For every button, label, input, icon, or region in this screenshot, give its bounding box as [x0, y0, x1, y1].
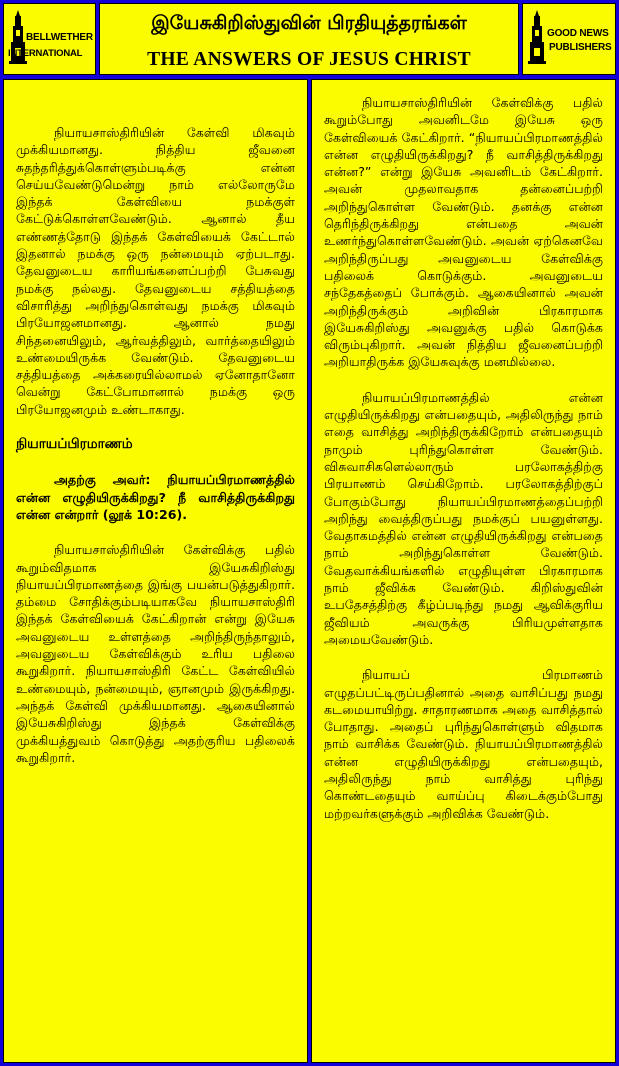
scripture-quote: அதற்கு அவர்: நியாயப்பிரமாணத்தில் என்ன எழுதியிருக்கிறது? நீ வாசித்திருக்கிறது என்ன என்றார் (லூக் 10:26). [16, 472, 295, 522]
left-column [3, 79, 308, 1063]
logo-left-line2: INTERNATIONAL [8, 48, 83, 59]
right-paragraph-1: நியாயசாஸ்திரியின் கேள்விக்கு பதில் கூறும்போது அவனிடமே இயேசு ஒரு கேள்வியைக் கேட்கிறார். “நியாயப்பிரமாணத்தில் என்ன எழுதியிருக்கிறது? நீ வாசித்திருக்கிறது என்ன?” என்று இயேசு அவனிடம் கேட்கிறார். அவன் முதலாவதாக தன்னைப்பற்றி அறிந்துகொள்ள வேண்டும். தனக்கு என்ன தெரிந்திருக்கிறது என்பதை அவன் உணர்ந்துகொள்ளவேண்டும். அவன் ஏற்கெனவே அறிந்திருப்பது அவனுடைய கேள்விக்கு பதிலைக் கொடுக்கும். அவனுடைய சந்தேகத்தைப் போக்கும். ஆகையினால் அவன் அறிந்திருக்கும் அறிவின் பிரகாரமாக இயேசுகிறிஸ்து அவனுக்கு பதில் கொடுக்க விரும்புகிறார். அவன் நித்திய ஜீவனைப்பற்றி அறியாதிருக்க இயேசுவுக்கு மனமில்லை. [324, 95, 603, 370]
right-column [311, 79, 616, 1063]
left-column-text [16, 124, 295, 784]
section-heading: நியாயப்பிரமாணம் [16, 436, 133, 453]
logo-right [522, 3, 616, 75]
logo-left [3, 3, 96, 75]
left-paragraph-1: நியாயசாஸ்திரியின் கேள்வி மிகவும் முக்கியமானது. நித்திய ஜீவனை சுதந்தரித்துக்கொள்ளும்படிக்கு என்ன செய்யவேண்டுமென்று நாம் எல்லோருமே இந்தக் கேள்வியை நமக்குள் கேட்டுக்கொள்ளவேண்டும். ஆனால் தீய எண்ணத்தோடு இந்தக் கேள்வியைக் கேட்டால் இதனால் நமக்கு ஒரு நன்மையும் ஏற்படாது. தேவனுடைய காரியங்களைப்பற்றி பேசுவது நமக்கு நல்லது. தேவனுடைய சத்தியத்தை விசாரித்து அறிந்துகொள்வது நமக்கு மிகவும் பிரயோஜனமானது. ஆனால் நமது சிந்தனையிலும், ஆர்வத்திலும், வார்த்தையிலும் உண்மையிருக்க வேண்டும். தேவனுடைய சத்தியத்தை அக்கரையில்லாமல் ஏனோதானோ வென்று கேட்போமானால் நமக்கு ஒரு பிரயோஜனமும் உண்டாகாது. [16, 125, 295, 417]
left-paragraph-2: நியாயசாஸ்திரியின் கேள்விக்கு பதில் கூறும்விதமாக இயேசுகிறிஸ்து நியாயப்பிரமாணத்தை இங்கு பயன்படுத்துகிறார். தம்மை சோதிக்கும்படியாகவே நியாயசாஸ்திரி இந்தக் கேள்வியைக் கேட்கிறான் என்று இயேசு அவனுடைய உள்ளத்தை அறிந்திருந்தாலும், அவனுடைய கேள்விக்கும் உரிய பதிலை கூறுகிறார். நியாயசாஸ்திரி கேட்ட கேள்வியில் உண்மையும், நன்மையும், ஞானமும் இருக்கிறது. அந்தக் கேள்வி முக்கியமானது. ஆகையினால் இயேசுகிறிஸ்து இந்தக் கேள்விக்கு முக்கியத்துவம் கொடுத்து அதற்குரிய பதிலைக் கூறுகிறார். [16, 542, 295, 765]
bell-tower-icon [528, 10, 546, 64]
logo-right-line2: PUBLISHERS [549, 42, 612, 53]
right-paragraph-2: நியாயப்பிரமாணத்தில் என்ன எழுதியிருக்கிறது என்பதையும், அதிலிருந்து நாம் எதை வாசித்து அறிந்திருக்கிறோம் என்பதையும் நாமும் புரிந்துகொள்ள வேண்டும். விசுவாசிகளெல்லாரும் பரலோகத்திற்கு பிரயாணம் செய்கிறோம். பரலோகத்திற்குப் போகும்போது நியாயப்பிரமாணத்தைப்பற்றி அறிந்து வைத்திருப்பது நமக்குப் பயனுள்ளது. வேதாகமத்தில் என்ன எழுதியிருக்கிறது என்பதை நாம் அறிந்துகொள்ள வேண்டும். வேதவாக்கியங்களில் எழுதியுள்ள பிரகாரமாக நாம் ஜீவிக்க வேண்டும். கிறிஸ்துவின் உபதேசத்திற்கு கீழ்ப்படிந்து நமது ஆவிக்குரிய ஜீவியம் அவருக்கு பிரியமுள்ளதாக அமையவேண்டும். [324, 389, 603, 647]
right-column-text [324, 94, 603, 840]
page-title-tamil: இயேசுகிறிஸ்துவின் பிரதியுத்தரங்கள் [151, 12, 467, 34]
logo-left-line1: BELLWETHER [26, 32, 93, 43]
title-box [99, 3, 519, 75]
logo-right-line1: GOOD NEWS [547, 28, 609, 39]
page-title-english: THE ANSWERS OF JESUS CHRIST [147, 49, 471, 70]
right-paragraph-3: நியாயப் பிரமாணம் எழுதப்பட்டிருப்பதினால் அதை வாசிப்பது நமது கடமையாயிற்று. சாதாரணமாக அதை வாசித்தால் போதாது. அதைப் புரிந்துகொள்ளும் விதமாக நாம் வாசிக்க வேண்டும். நியாயப்பிரமாணத்தில் என்ன எழுதியிருக்கிறது என்பதையும், அதிலிருந்து நாம் வாசித்து புரிந்து கொண்டதையும் வாய்ப்பு கிடைக்கும்போது மற்றவர்களுக்கும் அறிவிக்க வேண்டும். [324, 667, 603, 821]
